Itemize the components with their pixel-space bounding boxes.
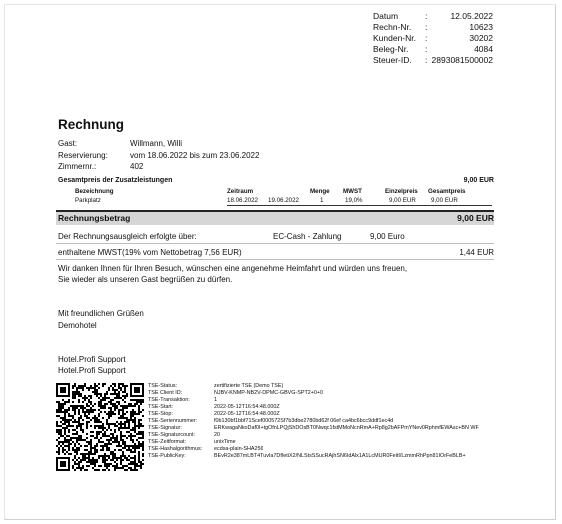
vat-text: enthaltene MWST(19% vom Nettobetrag 7,56 EUR) xyxy=(58,248,242,257)
col-vat: MWST xyxy=(343,188,362,195)
tse-value: f0b130bf1bbf71Scef000572Sf7b3dbe2780bd62f 06ef ca4bc6bcc9ddf1ec4d xyxy=(214,418,394,424)
tse-label: TSE-Signatur: xyxy=(148,425,182,431)
tse-value: 1 xyxy=(214,397,217,403)
vat-rule xyxy=(56,259,494,260)
tse-label: TSE-Seriennummer: xyxy=(148,418,198,424)
thanks-line-2: Sie wieder als unseren Gast begrüßen zu dürfen. xyxy=(58,275,233,284)
tse-label: TSE-Transaktion: xyxy=(148,397,190,403)
meta-row xyxy=(373,33,493,44)
signature-line-1: Hotel.Profi Support xyxy=(58,355,126,364)
payment-amount: 9,00 Euro xyxy=(370,232,405,241)
item-period-to: 19.06.2022 xyxy=(268,197,299,204)
guest-value: Willmann, Willi xyxy=(130,139,182,148)
meta-row xyxy=(373,22,493,33)
col-period: Zeitraum xyxy=(227,188,254,195)
extras-row-rule xyxy=(227,205,492,206)
tse-label: TSE Client ID: xyxy=(148,390,183,396)
col-total-price: Gesamtpreis xyxy=(428,188,466,195)
meta-label: Datum xyxy=(373,11,399,21)
guest-label: Gast: xyxy=(58,139,78,148)
tse-value: ERKwagaNkoDaf0I+tgOfnLPQjShDOsBT0Nwqc1fstMMoNcnRmA+Rp8g2bAFPmYNev0RphmfEWAsc+BN WF xyxy=(214,425,479,431)
tse-label: TSE-PublicKey: xyxy=(148,453,186,459)
meta-label: Steuer-ID. xyxy=(373,55,412,65)
invoice-title: Rechnung xyxy=(58,117,124,132)
meta-row xyxy=(373,55,493,66)
tse-value: NJBV-KNMP-NB2V-DPMC-GBVG-SPT2+0+0 xyxy=(214,390,324,396)
col-quantity: Menge xyxy=(310,188,330,195)
thanks-line-1: Wir danken Ihnen für Ihren Besuch, wünschen eine angenehme Heimfahrt und würden uns freuen, xyxy=(58,264,408,273)
room-value: 402 xyxy=(130,162,144,171)
meta-value: 2893081500002 xyxy=(431,55,493,65)
payment-text: Der Rechnungsausgleich erfolgte über: xyxy=(58,232,197,241)
item-period-from: 18.06.2022 xyxy=(227,197,258,204)
tse-label: TSE-Signaturcount: xyxy=(148,432,196,438)
tse-label: TSE-Start: xyxy=(148,404,174,410)
tse-label: TSE-Stop: xyxy=(148,411,173,417)
meta-separator: : xyxy=(425,55,428,65)
extras-heading: Gesamtpreis der Zusatzleistungen xyxy=(58,177,173,184)
meta-label: Rechn-Nr. xyxy=(373,22,412,32)
invoice-total-label: Rechnungsbetrag xyxy=(58,213,131,223)
meta-value: 10623 xyxy=(469,22,493,32)
reservation-value: vom 18.06.2022 bis zum 23.06.2022 xyxy=(130,151,260,160)
invoice-total-value: 9,00 EUR xyxy=(457,213,494,223)
meta-separator: : xyxy=(425,33,428,43)
meta-row xyxy=(373,11,493,22)
closing-company: Demohotel xyxy=(58,321,97,330)
meta-separator: : xyxy=(425,44,428,54)
col-unit-price: Einzelpreis xyxy=(385,188,418,195)
tse-value: 2022-05-12T16:54:48.000Z xyxy=(214,411,280,417)
meta-value: 30202 xyxy=(469,33,493,43)
closing-greeting: Mit freundlichen Grüßen xyxy=(58,309,144,318)
payment-method: EC-Cash - Zahlung xyxy=(273,232,342,241)
tse-value: 20 xyxy=(214,432,220,438)
meta-separator: : xyxy=(425,22,428,32)
item-description: Parkplatz xyxy=(75,197,101,204)
payment-rule xyxy=(56,243,494,244)
tse-qr-code xyxy=(56,383,144,471)
tse-value: unixTime xyxy=(214,439,236,445)
item-total-price: 9,00 EUR xyxy=(431,197,458,204)
tse-label: TSE-Zeitformat: xyxy=(148,439,187,445)
tse-label: TSE-Hashalgorithmus: xyxy=(148,446,203,452)
col-description: Bezeichnung xyxy=(75,188,114,195)
room-label: Zimmernr.: xyxy=(58,162,97,171)
item-quantity: 1 xyxy=(320,197,324,204)
meta-value: 4084 xyxy=(474,44,493,54)
tse-value: ecdsa-plain-SHA256 xyxy=(214,446,264,452)
item-unit-price: 9,00 EUR xyxy=(389,197,416,204)
meta-label: Kunden-Nr. xyxy=(373,33,416,43)
vat-value: 1,44 EUR xyxy=(459,248,494,257)
meta-label: Beleg-Nr. xyxy=(373,44,409,54)
reservation-label: Reservierung: xyxy=(58,151,108,160)
tse-value: BEvR2e387mLBT4TuvIa7DfIetiX2/NLStsSSucRAjhSN6IdAlx1A1LcMUR0FeitI/LzmmRhPpn81IOrFeBLB+ xyxy=(214,453,466,459)
tse-value: 2022-05-12T16:54:48.000Z xyxy=(214,404,280,410)
meta-row xyxy=(373,44,493,55)
signature-line-2: Hotel.Profi Support xyxy=(58,366,126,375)
item-vat: 19,0% xyxy=(345,197,363,204)
extras-heading-total: 9,00 EUR xyxy=(463,177,494,184)
meta-value: 12.05.2022 xyxy=(450,11,493,21)
tse-value: zertifizierte TSE (Demo TSE) xyxy=(214,383,284,389)
tse-label: TSE-Status: xyxy=(148,383,178,389)
meta-separator: : xyxy=(425,11,428,21)
